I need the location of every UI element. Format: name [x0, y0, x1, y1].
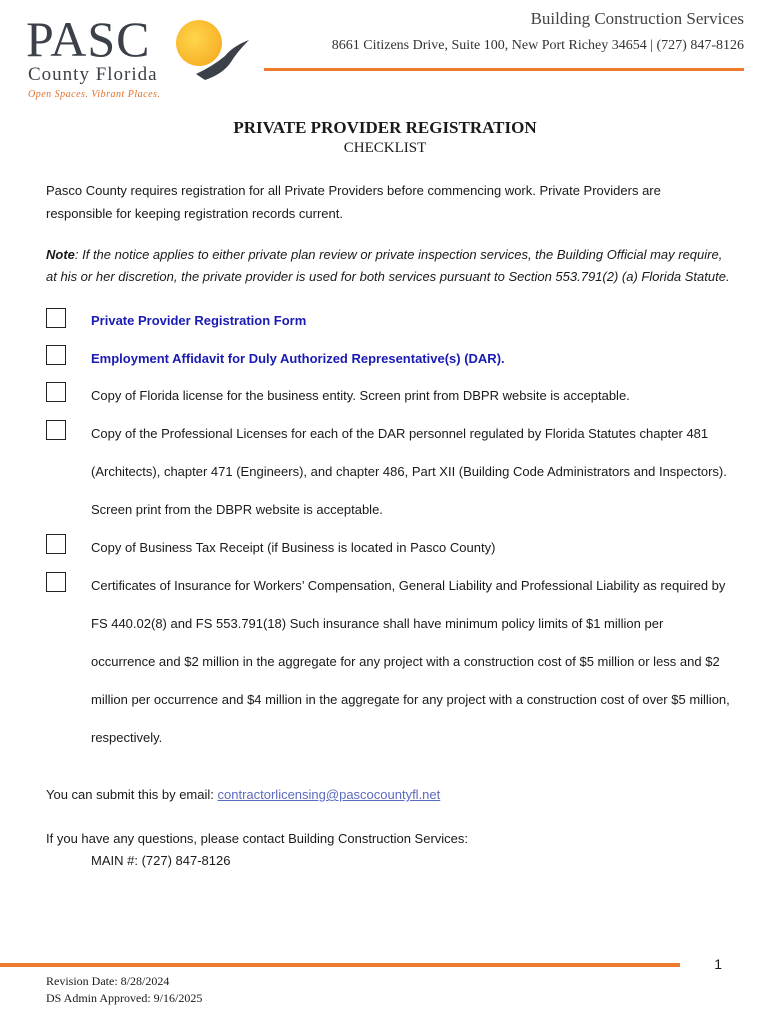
- checkbox-registration-form[interactable]: [46, 308, 66, 328]
- checkbox-business-tax-receipt[interactable]: [46, 534, 66, 554]
- header-divider: [264, 68, 744, 71]
- email-link[interactable]: contractorlicensing@pascocountyfl.net: [217, 787, 441, 802]
- page-subtitle: CHECKLIST: [343, 140, 427, 156]
- logo-county-florida: County Florida: [28, 64, 158, 85]
- logo-wordmark: PASC: [26, 11, 151, 67]
- questions-text: If you have any questions, please contact Building Construction Services:: [46, 831, 469, 846]
- checklist-item-employment-affidavit[interactable]: Employment Affidavit for Duly Authorized Representative(s) (DAR).: [91, 351, 505, 366]
- note-paragraph: [46, 244, 736, 288]
- checkbox-professional-licenses[interactable]: [46, 420, 66, 440]
- note-label: Note: [46, 247, 75, 262]
- approval-date: DS Admin Approved: 9/16/2025: [46, 991, 203, 1005]
- checklist-item-professional-licenses: Copy of the Professional Licenses for each of the DAR personnel regulated by Florida Statutes chapter 481 (Architects), chapter 471 (Engineers), and chapter 486, Part XII (Building Code Administrators and Inspectors). Screen print from the DBPR website is acceptable.: [91, 426, 727, 517]
- county-logo: [26, 11, 256, 104]
- main-phone-number: MAIN #: (727) 847-8126: [91, 853, 231, 868]
- header-address: 8661 Citizens Drive, Suite 100, New Port Richey 34654 | (727) 847-8126: [331, 38, 744, 53]
- logo-bird-icon: [191, 36, 251, 86]
- checkbox-insurance-certificates[interactable]: [46, 572, 66, 592]
- header-department: Building Construction Services: [530, 9, 744, 28]
- revision-date: Revision Date: 8/28/2024: [46, 974, 170, 988]
- email-instruction: [46, 787, 440, 802]
- checklist-item-registration-form[interactable]: Private Provider Registration Form: [91, 313, 307, 328]
- page-number: 1: [714, 956, 722, 972]
- footer-divider: [0, 963, 680, 967]
- email-prefix: You can submit this by email:: [46, 787, 218, 802]
- checkbox-employment-affidavit[interactable]: [46, 345, 66, 365]
- checklist-item-business-tax-receipt: Copy of Business Tax Receipt (if Business is located in Pasco County): [91, 540, 496, 555]
- checklist-item-insurance-certificates: Certificates of Insurance for Workers’ Compensation, General Liability and Professional Liability as required by FS 440.02(8) and FS 553.791(18) Such insurance shall have minimum policy limits of $1 million per occurrence and $2 million in the aggregate for any project with a construction cost of $5 million or less and $2 million per occurrence and $4 million in the aggregate for any project with a construction cost of over $5 million, respectively.: [91, 578, 730, 745]
- note-text: : If the notice applies to either private plan review or private inspection services, the Building Official may require, at his or her discretion, the private provider is used for both services pursuant to Section 553.791(2) (a) Florida Statute.: [46, 247, 730, 284]
- checklist-item-florida-license: Copy of Florida license for the business entity. Screen print from DBPR website is acceptable.: [91, 388, 630, 403]
- logo-tagline: Open Spaces. Vibrant Places.: [28, 89, 161, 100]
- intro-paragraph: Pasco County requires registration for all Private Providers before commencing work. Private Providers are responsible for keeping registration records current.: [46, 183, 661, 221]
- page-title: PRIVATE PROVIDER REGISTRATION: [233, 118, 537, 137]
- checkbox-florida-license[interactable]: [46, 382, 66, 402]
